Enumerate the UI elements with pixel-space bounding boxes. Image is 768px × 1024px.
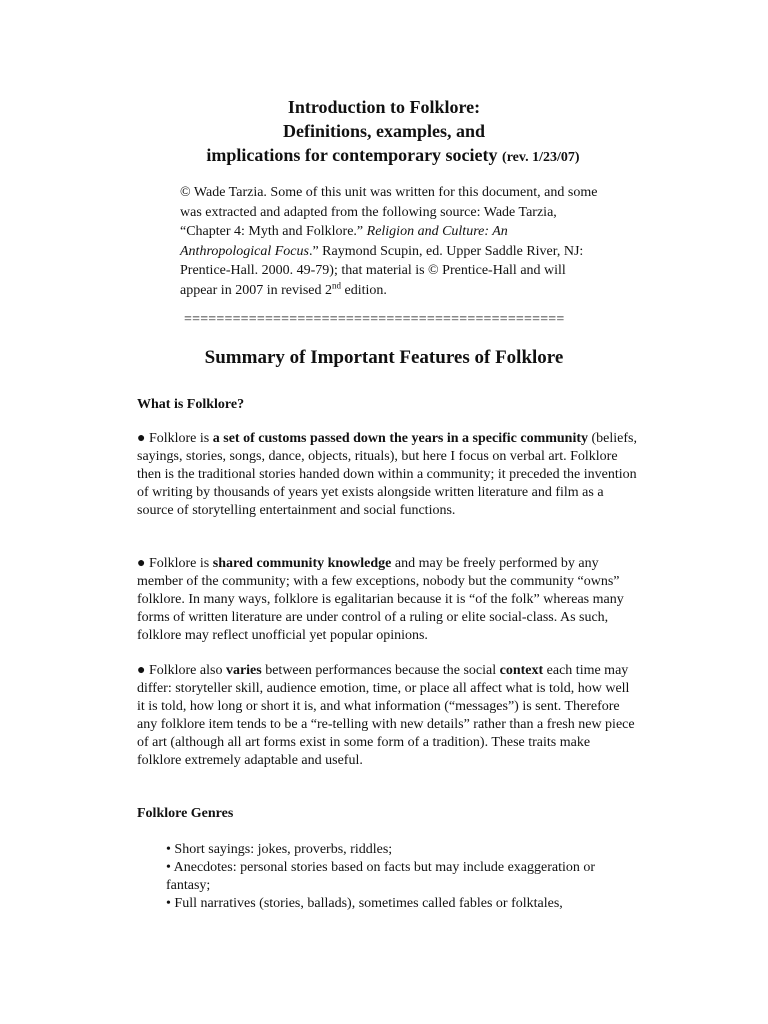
p3-mid: between performances because the social: [261, 663, 500, 678]
copyright-book-title: Religion and Culture: An Anthropological Focus: [180, 224, 508, 259]
copyright-text-1: © Wade Tarzia. Some of this unit was written for this document, and some was extracted and adapted from the following source: Wade Tarzia, “Chapter 4: Myth and Folklore.”: [180, 185, 598, 239]
revision-date: (rev. 1/23/07): [502, 150, 580, 165]
summary-heading: Summary of Important Features of Folklore: [204, 347, 564, 368]
paragraph-set-of-customs: [137, 430, 637, 520]
p1-bold: a set of customs passed down the years in a specific community: [212, 431, 589, 446]
p3-rest: each time may differ: storyteller skill, audience emotion, time, or place all affect what is told, how well it is told, how long or short it is, and what information (“messages”) is sent. Therefore any folklore item tends to be a “re-telling with new details” rather than a fresh new piece of art (although all art forms exist in some form of a tradition). These traits make folklore extremely adaptable and useful.: [137, 663, 635, 768]
p2-bold: shared community knowledge: [212, 556, 392, 571]
genres-list: [166, 841, 626, 913]
paragraph-varies: [137, 662, 637, 770]
copyright-superscript: nd: [332, 279, 342, 290]
title-line-3: [0, 143, 768, 170]
p1-rest: (beliefs, sayings, stories, songs, dance, objects, rituals), but here I focus on verbal art. Folklore then is the traditional stories handed down within a community; it preceded the invention of writing by thousands of years yet exists alongside written literature and film as a source of storytelling entertainment and social functions.: [137, 431, 637, 518]
document-title: [0, 95, 768, 170]
section-separator: ===============================================: [184, 312, 565, 327]
copyright-text-3: edition.: [341, 282, 387, 298]
list-item: • Anecdotes: personal stories based on facts but may include exaggeration or fantasy;: [166, 860, 596, 893]
what-is-folklore-heading: What is Folklore?: [137, 397, 245, 412]
title-line-1: Introduction to Folklore:: [287, 97, 481, 117]
folklore-genres-heading: Folklore Genres: [137, 806, 234, 821]
copyright-text-2: .” Raymond Scupin, ed. Upper Saddle River, NJ: Prentice-Hall. 2000. 49-79); that material is © Prentice-Hall and will appear in 2007 in revised 2: [180, 243, 584, 298]
p3-lead: ● Folklore also: [137, 663, 226, 678]
title-line-3-text: implications for contemporary society: [206, 145, 498, 165]
p1-lead: ● Folklore is: [137, 431, 213, 446]
paragraph-shared-knowledge: [137, 555, 637, 645]
list-item: • Short sayings: jokes, proverbs, riddles;: [166, 842, 393, 857]
title-line-2: Definitions, examples, and: [282, 121, 486, 141]
p3-bold-varies: varies: [225, 663, 262, 678]
p2-rest: and may be freely performed by any member of the community; with a few exceptions, nobody but the community “owns” folklore. In many ways, folklore is egalitarian because it is “of the folk” whereas many forms of written literature are under control of a ruling or elite social-class. As such, folklore may reflect unofficial yet popular opinions.: [137, 556, 624, 643]
p3-bold-context: context: [499, 663, 544, 678]
copyright-notice: [180, 183, 600, 300]
list-item: • Full narratives (stories, ballads), sometimes called fables or folktales,: [166, 896, 563, 911]
p2-lead: ● Folklore is: [137, 556, 213, 571]
